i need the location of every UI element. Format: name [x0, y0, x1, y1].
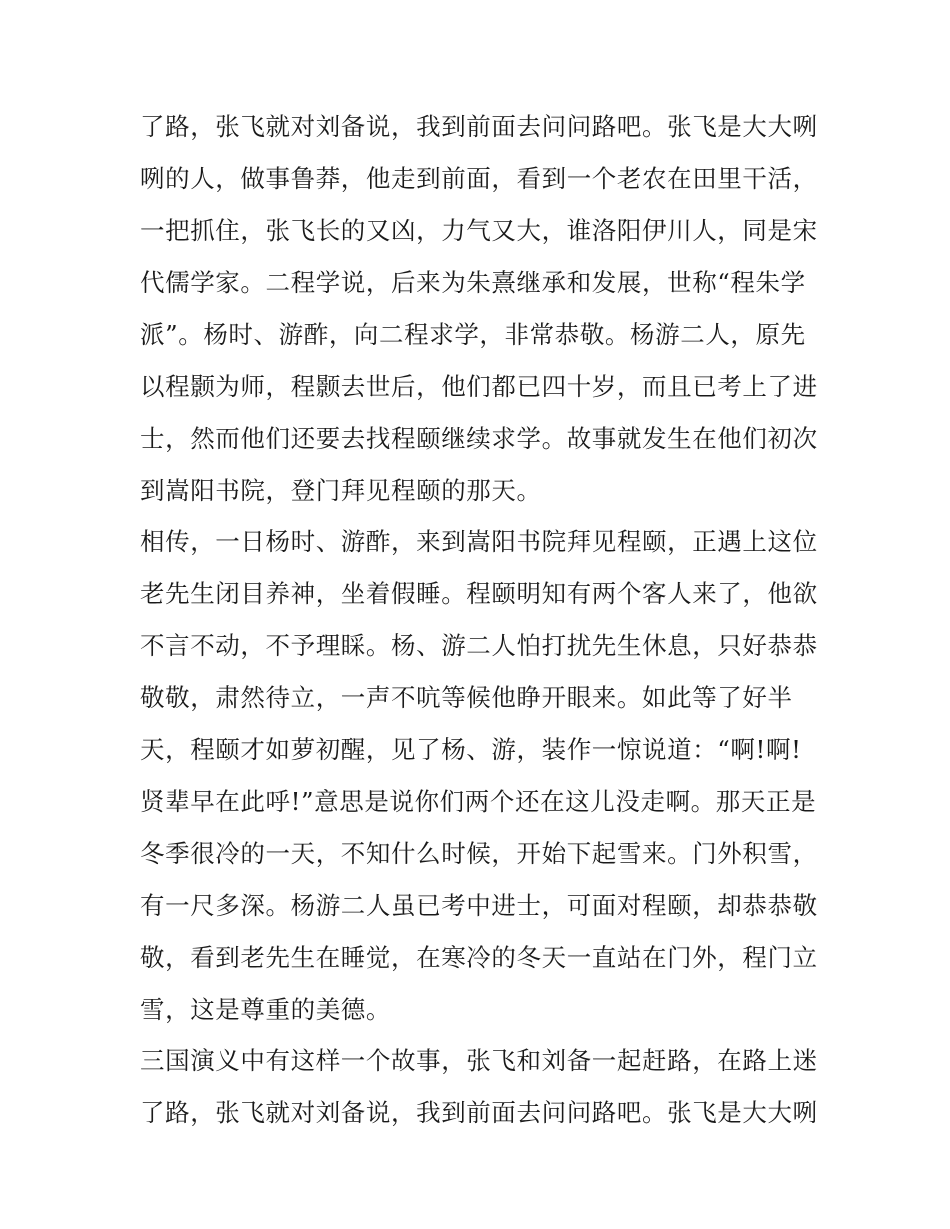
text-line: 了路，张飞就对刘备说，我到前面去问问路吧。张飞是大大咧: [140, 1098, 818, 1127]
text-line: 咧的人，做事鲁莽，他走到前面，看到一个老农在田里干活，: [140, 164, 818, 193]
text-line: 敬，看到老先生在睡觉，在寒冷的冬天一直站在门外，程门立: [140, 943, 818, 972]
text-line: 了路，张飞就对刘备说，我到前面去问问路吧。张飞是大大咧: [140, 112, 818, 141]
text-line: 敬敬，肃然待立，一声不吭等候他睁开眼来。如此等了好半: [140, 683, 793, 712]
text-line: 不言不动，不予理睬。杨、游二人怕打扰先生休息，只好恭恭: [140, 631, 818, 660]
text-line: 天，程颐才如萝初醒，见了杨、游，装作一惊说道：“啊!啊!: [140, 735, 802, 764]
text-line: 三国演义中有这样一个故事，张飞和刘备一起赶路，在路上迷: [140, 1046, 818, 1075]
text-line: 一把抓住，张飞长的又凶，力气又大，谁洛阳伊川人，同是宋: [140, 216, 818, 245]
text-line: 贤辈早在此呼!”意思是说你们两个还在这儿没走啊。那天正是: [140, 787, 817, 816]
text-line: 冬季很冷的一天，不知什么时候，开始下起雪来。门外积雪，: [140, 839, 818, 868]
text-line: 以程颢为师，程颢去世后，他们都已四十岁，而且已考上了进: [140, 372, 818, 401]
text-line: 代儒学家。二程学说，后来为朱熹继承和发展，世称“程朱学: [140, 268, 806, 297]
text-line: 雪，这是尊重的美德。: [140, 995, 391, 1024]
text-line: 到嵩阳书院，登门拜见程颐的那天。: [140, 476, 542, 505]
text-line: 相传，一日杨时、游酢，来到嵩阳书院拜见程颐，正遇上这位: [140, 527, 818, 556]
text-line: 派”。杨时、游酢，向二程求学，非常恭敬。杨游二人，原先: [140, 320, 806, 349]
text-line: 有一尺多深。杨游二人虽已考中进士，可面对程颐，却恭恭敬: [140, 891, 818, 920]
text-line: 老先生闭目养神，坐着假睡。程颐明知有两个客人来了，他欲: [140, 579, 818, 608]
text-line: 士，然而他们还要去找程颐继续求学。故事就发生在他们初次: [140, 424, 818, 453]
